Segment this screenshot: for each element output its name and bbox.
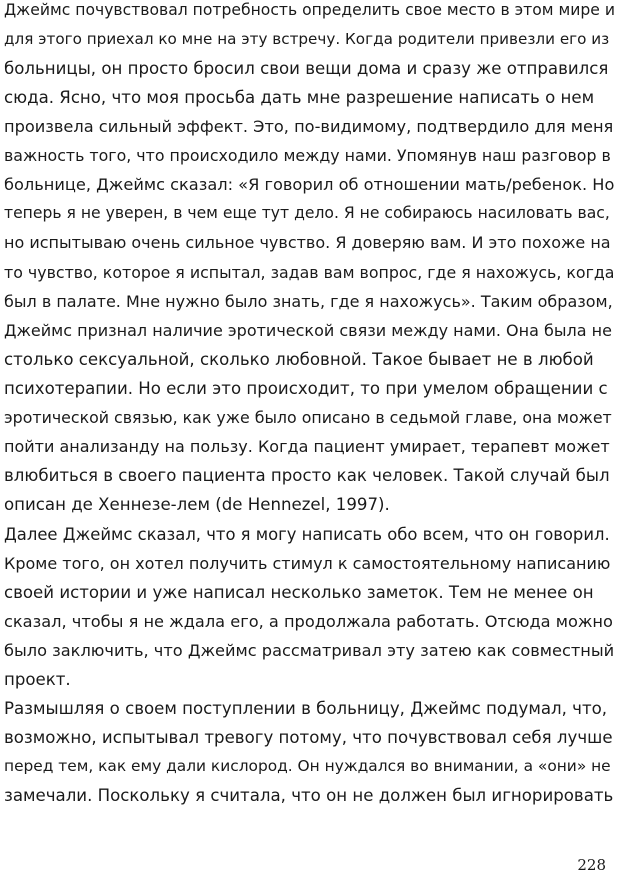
text-line-7: больнице, Джеймс сказал: «Я говорил об отношении мать/ребенок. Но [4, 175, 615, 194]
text-line-24: проект. [4, 670, 71, 689]
text-line-21: своей истории и уже написал несколько заметок. Тем не менее он [4, 583, 594, 602]
text-line-5: произвела сильный эффект. Это, по-видимому, подтвердило для меня [4, 117, 614, 136]
text-line-1: Джеймс почувствовал потребность определить свое место в этом мире и [4, 1, 615, 19]
text-line-15: эротической связью, как уже было описано в седьмой главе, она может [4, 408, 612, 427]
page-number: 228 [577, 856, 606, 874]
text-line-11: был в палате. Мне нужно было знать, где я нахожусь». Таким образом, [4, 292, 613, 311]
text-line-12: Джеймс признал наличие эротической связи между нами. Она была не [4, 321, 612, 340]
text-line-8: теперь я не уверен, в чем еще тут дело. Я не собираюсь насиловать вас, [4, 204, 610, 222]
text-line-17: влюбиться в своего пациента просто как человек. Такой случай был [4, 466, 610, 485]
text-line-2: для этого приехал ко мне на эту встречу. Когда родители привезли его из [4, 30, 610, 48]
text-line-20: Кроме того, он хотел получить стимул к самостоятельному написанию [4, 554, 611, 573]
text-line-22: сказал, чтобы я не ждала его, а продолжала работать. Отсюда можно [4, 612, 613, 631]
text-line-9: но испытываю очень сильное чувство. Я доверяю вам. И это похоже на [4, 233, 611, 252]
text-line-3: больницы, он просто бросил свои вещи дома и сразу же отправился [4, 59, 609, 78]
text-line-23: было заключить, что Джеймс рассматривал эту затею как совместный [4, 641, 615, 660]
text-line-6: важность того, что происходило между нами. Упомянув наш разговор в [4, 146, 611, 165]
text-line-16: пойти анализанду на пользу. Когда пациент умирает, терапевт может [4, 437, 610, 456]
text-line-27: перед тем, как ему дали кислород. Он нуждался во внимании, а «они» не [4, 757, 611, 775]
text-line-26: возможно, испытывал тревогу потому, что почувствовал себя лучше [4, 728, 613, 747]
text-line-13: столько сексуальной, сколько любовной. Такое бывает не в любой [4, 350, 594, 369]
text-line-25: Размышляя о своем поступлении в больницу, Джеймс подумал, что, [4, 699, 608, 718]
text-line-19: Далее Джеймс сказал, что я могу написать обо всем, что он говорил. [4, 525, 610, 544]
text-line-18: описан де Хеннезе-лем (de Hennezel, 1997). [4, 495, 390, 514]
text-line-28: замечали. Поскольку я считала, что он не должен был игнорировать [4, 786, 614, 805]
text-line-4: сюда. Ясно, что моя просьба дать мне разрешение написать о нем [4, 88, 595, 107]
text-line-10: то чувство, которое я испытал, задав вам вопрос, где я нахожусь, когда [4, 263, 615, 282]
text-line-14: психотерапии. Но если это происходит, то при умелом обращении с [4, 379, 608, 398]
